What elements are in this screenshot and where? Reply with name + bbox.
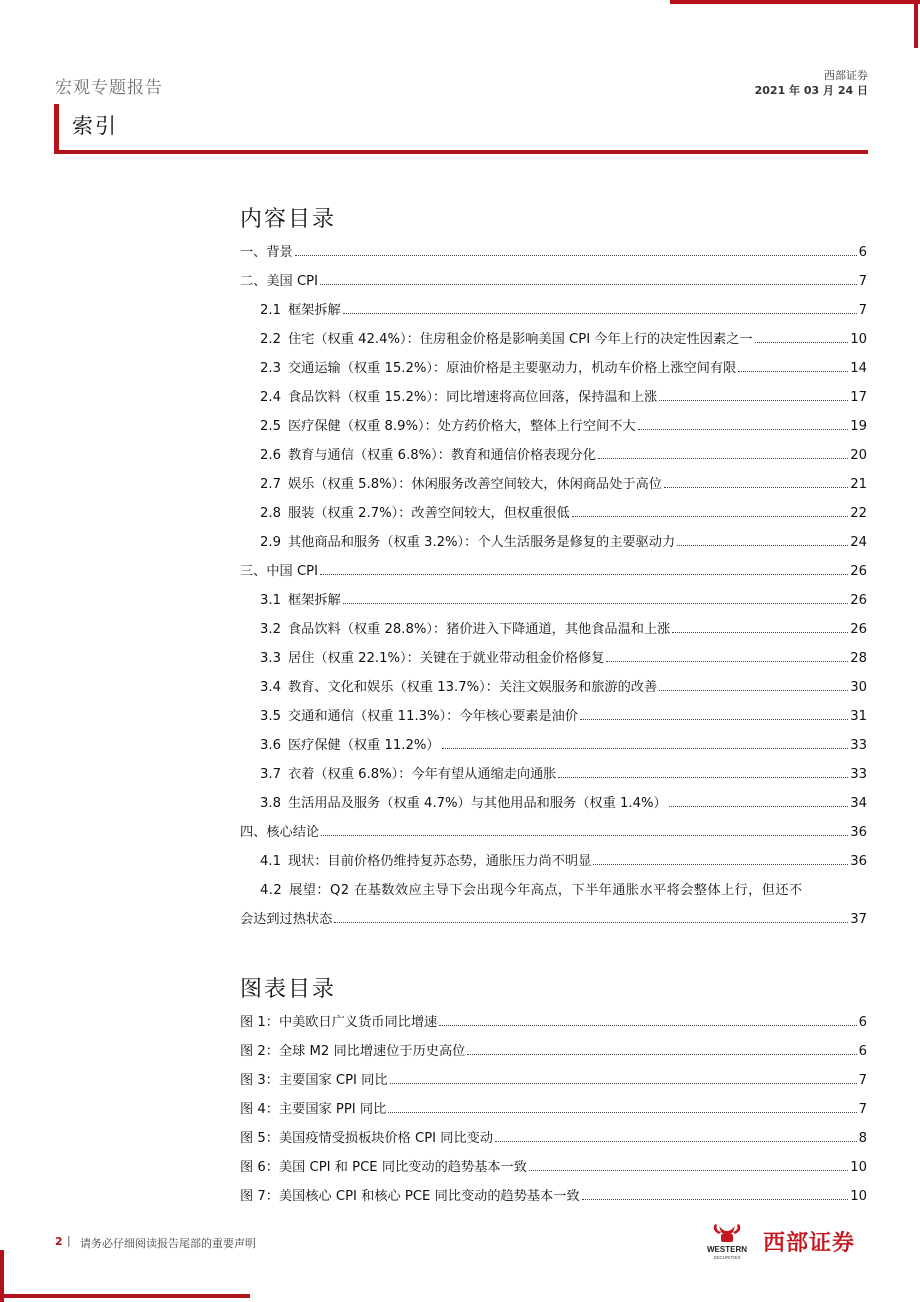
figure-entry-title: 图 7：美国核心 CPI 和核心 PCE 同比变动的趋势基本一致: [240, 1189, 580, 1204]
dot-leader: [606, 657, 848, 662]
toc-entry-page: 6: [858, 245, 867, 260]
toc-entry[interactable]: [240, 879, 867, 908]
toc-entry[interactable]: [240, 444, 867, 473]
toc-entry-title: 二、美国 CPI: [240, 274, 318, 289]
figure-entry[interactable]: [240, 1127, 867, 1156]
header-left-red-marker: [54, 104, 59, 154]
toc-entry[interactable]: [240, 618, 867, 647]
dot-leader: [638, 425, 849, 430]
toc-entry-page: 36: [850, 854, 867, 869]
logo-mark-subtext: SECURITIES: [713, 1255, 741, 1260]
toc-entry-number: 2.5: [260, 419, 281, 434]
dot-leader: [321, 831, 848, 836]
dot-leader: [572, 512, 849, 517]
dot-leader: [334, 918, 848, 923]
figure-entry[interactable]: [240, 1069, 867, 1098]
toc-entry-title: 会达到过热状态: [240, 912, 333, 927]
toc-entry-page: 34: [850, 796, 867, 811]
toc-entry[interactable]: [240, 705, 867, 734]
toc-entry-title: 医疗保健（权重 8.9%）：处方药价格大，整体上行空间不大: [287, 419, 636, 434]
dot-leader: [558, 773, 848, 778]
toc-entry-title: 展望：Q2 在基数效应主导下会出现今年高点，下半年通胀水平将会整体上行，但还不: [289, 883, 803, 898]
toc-entry-page: 28: [850, 651, 867, 666]
toc-entry-number: 3.7: [260, 767, 281, 782]
company-name: 西部证券: [824, 69, 868, 82]
toc-entry[interactable]: [240, 647, 867, 676]
toc-entry-title: 食品饮料（权重 28.8%）：猪价进入下降通道，其他食品温和上涨: [287, 622, 671, 637]
toc-entry-number: 2.2: [260, 332, 281, 347]
toc-entry-title: 生活用品及服务（权重 4.7%）与其他用品和服务（权重 1.4%）: [287, 796, 667, 811]
toc-entry-page: 6: [858, 1015, 867, 1030]
toc-entry[interactable]: [240, 792, 867, 821]
toc-entry-title: 框架拆解: [287, 303, 341, 318]
dot-leader: [659, 686, 848, 691]
toc-entry-number: 3.3: [260, 651, 281, 666]
bull-logo-icon: [697, 1222, 757, 1260]
toc-entry-number: 3.4: [260, 680, 281, 695]
toc-entry-page: 26: [850, 564, 867, 579]
logo-mark-text: WESTERN: [707, 1245, 747, 1254]
dot-leader: [738, 367, 848, 372]
dot-leader: [442, 744, 849, 749]
company-logo: [697, 1222, 872, 1260]
toc-entry-page: 26: [850, 593, 867, 608]
figure-entry[interactable]: [240, 1011, 867, 1040]
toc-entry-page: 7: [858, 1102, 867, 1117]
toc-entry-number: 2.3: [260, 361, 281, 376]
dot-leader: [343, 599, 848, 604]
toc-entry[interactable]: [240, 357, 867, 386]
toc-entry-page: 10: [850, 1160, 867, 1175]
toc-entry-page: 7: [858, 303, 867, 318]
toc-entry[interactable]: [240, 328, 867, 357]
dot-leader: [439, 1021, 856, 1026]
figure-entry-title: 图 4：主要国家 PPI 同比: [240, 1102, 387, 1117]
toc-entry-page: 10: [850, 1189, 867, 1204]
figure-entry[interactable]: [240, 1040, 867, 1069]
footer-disclaimer: 请务必仔细阅读报告尾部的重要声明: [80, 1237, 256, 1250]
toc-entry-page: 26: [850, 622, 867, 637]
top-right-red-vertical: [914, 0, 918, 48]
toc-entry-number: 3.8: [260, 796, 281, 811]
dot-leader: [320, 570, 848, 575]
toc-entry-page: 20: [850, 448, 867, 463]
toc-entry[interactable]: [240, 821, 867, 850]
toc-entry-title: 服装（权重 2.7%）：改善空间较大，但权重很低: [287, 506, 570, 521]
dot-leader: [388, 1108, 856, 1113]
bottom-left-red-bar: [0, 1294, 250, 1298]
toc-entry[interactable]: [240, 531, 867, 560]
figure-entry[interactable]: [240, 1185, 867, 1214]
toc-entry[interactable]: [240, 299, 867, 328]
dot-leader: [582, 1195, 849, 1200]
toc-entry[interactable]: [240, 734, 867, 763]
toc-entry-page: 31: [850, 709, 867, 724]
dot-leader: [320, 280, 857, 285]
dot-leader: [593, 860, 848, 865]
dot-leader: [390, 1079, 857, 1084]
toc-entry-title: 衣着（权重 6.8%）：今年有望从通缩走向通胀: [287, 767, 557, 782]
toc-entry-page: 7: [858, 274, 867, 289]
toc-title: 内容目录: [240, 207, 337, 232]
toc-entry-page: 19: [850, 419, 867, 434]
toc-entry-title: 一、背景: [240, 245, 293, 260]
toc-entry-title: 交通和通信（权重 11.3%）：今年核心要素是油价: [287, 709, 579, 724]
toc-entry-title: 四、核心结论: [240, 825, 320, 840]
toc-entry-page: 6: [858, 1044, 867, 1059]
toc-entry-title: 框架拆解: [287, 593, 341, 608]
figure-entry-title: 图 1：中美欧日广义货币同比增速: [240, 1015, 438, 1030]
toc-entry-page: 14: [850, 361, 867, 376]
dot-leader: [580, 715, 848, 720]
toc-list: [240, 241, 867, 937]
section-title: 索引: [72, 114, 118, 138]
toc-entry-title: 教育、文化和娱乐（权重 13.7%）：关注文娱服务和旅游的改善: [287, 680, 658, 695]
toc-entry[interactable]: [240, 473, 867, 502]
toc-entry[interactable]: [240, 560, 867, 589]
toc-entry[interactable]: [240, 850, 867, 879]
dot-leader: [669, 802, 849, 807]
toc-entry[interactable]: [240, 415, 867, 444]
toc-entry-number: 4.2: [260, 883, 283, 898]
dot-leader: [664, 483, 848, 488]
dot-leader: [343, 309, 857, 314]
figure-entry-title: 图 6：美国 CPI 和 PCE 同比变动的趋势基本一致: [240, 1160, 527, 1175]
top-right-red-bar: [670, 0, 920, 4]
toc-entry-page: 24: [850, 535, 867, 550]
toc-entry-title: 现状：目前价格仍维持复苏态势，通胀压力尚不明显: [287, 854, 592, 869]
toc-entry-title: 食品饮料（权重 15.2%）：同比增速将高位回落，保持温和上涨: [287, 390, 658, 405]
toc-entry-number: 3.5: [260, 709, 281, 724]
toc-entry-page: 33: [850, 738, 867, 753]
report-type: 宏观专题报告: [55, 78, 163, 98]
toc-entry[interactable]: [240, 908, 867, 937]
header-red-rule: [54, 150, 868, 154]
toc-entry-number: 3.2: [260, 622, 281, 637]
report-date: 2021 年 03 月 24 日: [754, 84, 868, 97]
dot-leader: [495, 1137, 857, 1142]
dot-leader: [659, 396, 848, 401]
toc-entry-title: 娱乐（权重 5.8%）：休闲服务改善空间较大，休闲商品处于高位: [287, 477, 662, 492]
figures-title: 图表目录: [240, 977, 337, 1002]
toc-entry-number: 2.6: [260, 448, 281, 463]
toc-entry-number: 3.1: [260, 593, 281, 608]
figure-entry[interactable]: [240, 1156, 867, 1185]
dot-leader: [295, 251, 857, 256]
toc-entry-number: 2.9: [260, 535, 281, 550]
toc-entry[interactable]: [240, 502, 867, 531]
dot-leader: [467, 1050, 856, 1055]
toc-entry[interactable]: [240, 386, 867, 415]
toc-entry-title: 交通运输（权重 15.2%）：原油价格是主要驱动力，机动车价格上涨空间有限: [287, 361, 737, 376]
toc-entry[interactable]: [240, 763, 867, 792]
dot-leader: [755, 338, 849, 343]
toc-entry-page: 7: [858, 1073, 867, 1088]
dot-leader: [529, 1166, 848, 1171]
toc-entry[interactable]: [240, 676, 867, 705]
toc-entry-number: 2.7: [260, 477, 281, 492]
figure-entry-title: 图 2：全球 M2 同比增速位于历史高位: [240, 1044, 466, 1059]
dot-leader: [598, 454, 848, 459]
toc-entry[interactable]: [240, 241, 867, 270]
toc-entry-number: 2.4: [260, 390, 281, 405]
toc-entry-number: 2.8: [260, 506, 281, 521]
logo-text: 西部证券: [763, 1231, 856, 1256]
toc-entry-number: 3.6: [260, 738, 281, 753]
toc-entry-page: 37: [850, 912, 867, 927]
toc-entry[interactable]: [240, 270, 867, 299]
figures-list: [240, 1011, 867, 1214]
toc-entry-page: 36: [850, 825, 867, 840]
toc-entry[interactable]: [240, 589, 867, 618]
toc-entry-page: 22: [850, 506, 867, 521]
figure-entry-title: 图 3：主要国家 CPI 同比: [240, 1073, 388, 1088]
toc-entry-title: 其他商品和服务（权重 3.2%）：个人生活服务是修复的主要驱动力: [287, 535, 676, 550]
toc-entry-number: 4.1: [260, 854, 281, 869]
figure-entry[interactable]: [240, 1098, 867, 1127]
footer-separator: |: [67, 1234, 71, 1247]
dot-leader: [677, 541, 848, 546]
toc-entry-page: 33: [850, 767, 867, 782]
toc-entry-page: 21: [850, 477, 867, 492]
dot-leader: [672, 628, 848, 633]
page-number: 2: [55, 1235, 63, 1248]
toc-entry-page: 17: [850, 390, 867, 405]
figure-entry-title: 图 5：美国疫情受损板块价格 CPI 同比变动: [240, 1131, 494, 1146]
toc-entry-page: 10: [850, 332, 867, 347]
toc-entry-title: 居住（权重 22.1%）：关键在于就业带动租金价格修复: [287, 651, 605, 666]
toc-entry-title: 医疗保健（权重 11.2%）: [287, 738, 440, 753]
toc-entry-page: 30: [850, 680, 867, 695]
toc-entry-title: 教育与通信（权重 6.8%）：教育和通信价格表现分化: [287, 448, 597, 463]
toc-entry-title: 三、中国 CPI: [240, 564, 318, 579]
toc-entry-page: 8: [858, 1131, 867, 1146]
toc-entry-number: 2.1: [260, 303, 281, 318]
toc-entry-title: 住宅（权重 42.4%）：住房租金价格是影响美国 CPI 今年上行的决定性因素之一: [287, 332, 753, 347]
